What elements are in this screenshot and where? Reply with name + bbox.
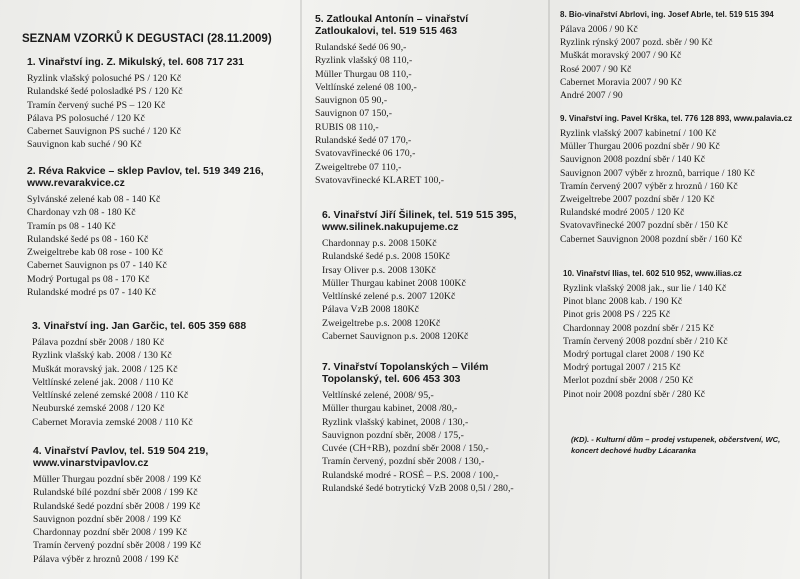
winery-section-3 (32, 321, 246, 429)
wine-item: Zweigeltrebe kab 08 rose - 100 Kč (27, 247, 164, 259)
winery-section-1 (27, 57, 244, 152)
wine-item: Pinot blanc 2008 kab. / 190 Kč (563, 296, 683, 308)
wine-item: Sauvignon 2008 pozdní sběr / 140 Kč (560, 154, 705, 166)
wine-item: Ryzlink rýnský 2007 pozd. sběr / 90 Kč (560, 37, 713, 49)
wine-item: André 2007 / 90 (560, 90, 623, 102)
wine-item: Rulandské modré ps 07 - 140 Kč (27, 287, 156, 299)
winery-section-9 (560, 114, 792, 246)
wine-item: Ryzlink vlašský kab. 2008 / 130 Kč (32, 350, 172, 362)
wine-item: Modrý portugal claret 2008 / 190 Kč (563, 349, 705, 361)
wine-item: Ryzlink vlašský 2007 kabinetní / 100 Kč (560, 128, 717, 139)
wine-list (322, 389, 514, 495)
wine-item: Rulandské šedé botrytický VzB 2008 0,5l / 280,- (322, 483, 514, 495)
wine-item: Veltlínské zelené p.s. 2007 120Kč (322, 291, 456, 303)
page-fold (300, 0, 302, 579)
winery-heading: www.silinek.nakupujeme.cz (322, 222, 459, 233)
wine-item: Tramín ps 08 - 140 Kč (27, 220, 116, 232)
wine-item: Tramín červený pozdní sběr 2008 / 199 Kč (33, 540, 202, 552)
winery-heading: 9. Vinařství ing. Pavel Krška, tel. 776 128 893, www.palavia.cz (560, 114, 793, 123)
wine-item: Cabernet Sauvignon PS suché / 120 Kč (27, 126, 182, 138)
wine-item: Cabernet Moravia zemské 2008 / 110 Kč (32, 416, 193, 428)
winery-heading: 1. Vinařství ing. Z. Mikulský, tel. 608 717 231 (27, 57, 244, 68)
winery-section-5 (315, 14, 468, 187)
wine-item: Zweigeltrebe p.s. 2008 120Kč (322, 317, 441, 329)
wine-item: Sylvánské zelené kab 08 - 140 Kč (27, 194, 161, 205)
wine-list (315, 41, 468, 187)
wine-item: Cabernet Sauvignon 2008 pozdní sběr / 160 Kč (560, 233, 742, 245)
wine-item: Chardonnay 2008 pozdní sběr / 215 Kč (563, 322, 714, 334)
wine-item: Merlot pozdní sběr 2008 / 250 Kč (563, 375, 694, 387)
wine-item: Rulandské šedé pozdní sběr 2008 / 199 Kč (33, 500, 201, 512)
wine-item: Sauvignon 05 90,- (315, 95, 388, 107)
wine-item: RUBIS 08 110,- (315, 121, 379, 133)
wine-item: Svatovavřinecké KLARET 100,- (315, 174, 445, 186)
winery-heading: 2. Réva Rakvice – sklep Pavlov, tel. 519 349 216, (27, 166, 264, 177)
wine-list (322, 237, 516, 343)
wine-list (560, 23, 774, 102)
wine-item: Sauvignon pozdní sběr 2008 / 199 Kč (33, 513, 182, 525)
wine-item: Pinot noir 2008 pozdní sběr / 280 Kč (563, 388, 706, 400)
wine-list (27, 72, 244, 152)
wine-item: Rulandské šedé p.s. 2008 150Kč (322, 251, 450, 263)
winery-heading: www.revarakvice.cz (27, 178, 125, 189)
wine-item: Pinot gris 2008 PS / 225 Kč (563, 309, 671, 321)
wine-item: Veltlínské zelené, 2008/ 95,- (322, 390, 434, 401)
wine-item: Veltlínské zelené 08 100,- (315, 81, 417, 93)
wine-item: Rulandské bílé pozdní sběr 2008 / 199 Kč (33, 487, 198, 499)
wine-item: Rulandské šedé polosladké PS / 120 Kč (27, 86, 183, 98)
wine-item: Tramín červený, pozdní sběr 2008 / 130,- (322, 456, 485, 468)
wine-item: Chardonay vzh 08 - 180 Kč (27, 207, 136, 219)
wine-item: Svatovavřinecké 06 170,- (315, 148, 416, 160)
wine-item: Müller Thurgau 2006 pozdní sběr / 90 Kč (560, 141, 720, 153)
wine-item: Muškát moravský jak. 2008 / 125 Kč (32, 363, 178, 375)
wine-item: Pálava PS polosuché / 120 Kč (27, 112, 145, 124)
wine-item: Pálava pozdní sběr 2008 / 180 Kč (32, 337, 165, 348)
wine-item: Rulandské modré - ROSÉ – P.S. 2008 / 100,- (322, 469, 499, 481)
wine-item: Rulandské šedé 06 90,- (315, 42, 407, 53)
wine-item: Ryzlink vlašský 2008 jak., sur lie / 140 Kč (563, 283, 727, 294)
winery-heading: 6. Vinařství Jiří Šilinek, tel. 519 515 395, (322, 210, 517, 221)
wine-list (33, 473, 208, 566)
winery-section-7 (322, 362, 514, 495)
winery-section-2 (27, 166, 264, 299)
wine-item: Rulandské šedé 07 170,- (315, 135, 412, 147)
wine-item: Rulandské modré 2005 / 120 Kč (560, 207, 685, 219)
wine-item: Cabernet Sauvignon p.s. 2008 120Kč (322, 331, 469, 343)
wine-item: Ryzlink vlašský kabinet, 2008 / 130,- (322, 416, 469, 428)
wine-item: Rosé 2007 / 90 Kč (560, 63, 632, 75)
wine-item: Muškát moravský 2007 / 90 Kč (560, 50, 682, 62)
wine-item: Pálava výběr z hroznů 2008 / 199 Kč (33, 553, 179, 565)
wine-item: Müller Thurgau kabinet 2008 100Kč (322, 277, 466, 289)
wine-item: Müller Thurgau 08 110,- (315, 68, 412, 80)
winery-section-8 (560, 10, 774, 102)
wine-item: Tramín červený 2007 výběr z hroznů / 160 Kč (560, 180, 738, 192)
wine-item: Cabernet Sauvignon ps 07 - 140 Kč (27, 260, 167, 272)
wine-item: Sauvignon kab suché / 90 Kč (27, 139, 142, 151)
document-title: SEZNAM VZORKŮ K DEGUSTACI (28.11.2009) (22, 33, 272, 45)
winery-section-6 (322, 210, 516, 343)
wine-item: Veltlínské zelené zemské 2008 / 110 Kč (32, 390, 189, 402)
wine-item: Sauvignon pozdní sběr, 2008 / 175,- (322, 429, 464, 441)
wine-item: Modrý Portugal ps 08 - 170 Kč (27, 273, 150, 285)
page-fold (548, 0, 550, 579)
wine-item: Zweigeltrebe 2007 pozdní sběr / 120 Kč (560, 194, 715, 206)
wine-item: Irsay Oliver p.s. 2008 130Kč (322, 264, 436, 276)
wine-item: Pálava 2006 / 90 Kč (560, 24, 638, 35)
wine-item: Tramín červený suché PS – 120 Kč (27, 99, 166, 111)
winery-heading: 7. Vinařství Topolanských – Vilém (322, 362, 489, 373)
wine-item: Cuvée (CH+RB), pozdní sběr 2008 / 150,- (322, 443, 489, 455)
wine-item: Sauvignon 2007 výběr z hroznů, barrique / 180 Kč (560, 167, 755, 179)
wine-item: Veltlínské zelené jak. 2008 / 110 Kč (32, 376, 174, 388)
winery-heading: 8. Bio-vinařství Abrlovi, ing. Josef Abrle, tel. 519 515 394 (560, 10, 774, 19)
winery-section-10 (563, 269, 742, 401)
wine-item: Pálava VzB 2008 180Kč (322, 304, 419, 316)
wine-list (560, 127, 792, 246)
wine-item: Müller Thurgau pozdní sběr 2008 / 199 Kč (33, 474, 202, 485)
winery-heading: 10. Vinařství Ilias, tel. 602 510 952, www.ilias.cz (563, 269, 742, 278)
winery-heading: 4. Vinařství Pavlov, tel. 519 504 219, (33, 446, 209, 457)
wine-item: Zweigeltrebe 07 110,- (315, 161, 402, 173)
wine-item: Modrý portugal 2007 / 215 Kč (563, 362, 681, 374)
wine-item: Chardonnay p.s. 2008 150Kč (322, 238, 437, 249)
winery-heading: 3. Vinařství ing. Jan Garčic, tel. 605 359 688 (32, 321, 247, 332)
wine-item: Sauvignon 07 150,- (315, 108, 393, 120)
wine-item: Rulandské šedé ps 08 - 160 Kč (27, 233, 149, 245)
wine-list (32, 336, 246, 429)
wine-item: Müller thurgau kabinet, 2008 /80,- (322, 403, 458, 415)
wine-item: Chardonnay pozdní sběr 2008 / 199 Kč (33, 527, 187, 539)
wine-item: Cabernet Moravia 2007 / 90 Kč (560, 76, 682, 88)
wine-item: Ryzlink vlašský polosuché PS / 120 Kč (27, 73, 182, 84)
winery-heading: www.vinarstvipavlov.cz (33, 458, 149, 469)
footnote: (KD). - Kulturní dům – prodej vstupenek, občerstvení, WC, koncert dechové hudby Lácaranka (571, 435, 781, 455)
wine-item: Ryzlink vlašský 08 110,- (315, 55, 413, 67)
winery-heading: Zatloukalovi, tel. 519 515 463 (315, 26, 458, 37)
wine-item: Neuburské zemské 2008 / 120 Kč (32, 403, 165, 415)
winery-section-4 (33, 446, 208, 566)
winery-heading: Topolanský, tel. 606 453 303 (322, 374, 461, 385)
winery-heading: 5. Zatloukal Antonín – vinařství (315, 14, 469, 25)
wine-item: Tramín červený 2008 pozdní sběr / 210 Kč (563, 335, 728, 347)
wine-item: Svatovavřinecké 2007 pozdní sběr / 150 Kč (560, 220, 728, 232)
wine-list (27, 193, 264, 299)
wine-list (563, 282, 742, 401)
